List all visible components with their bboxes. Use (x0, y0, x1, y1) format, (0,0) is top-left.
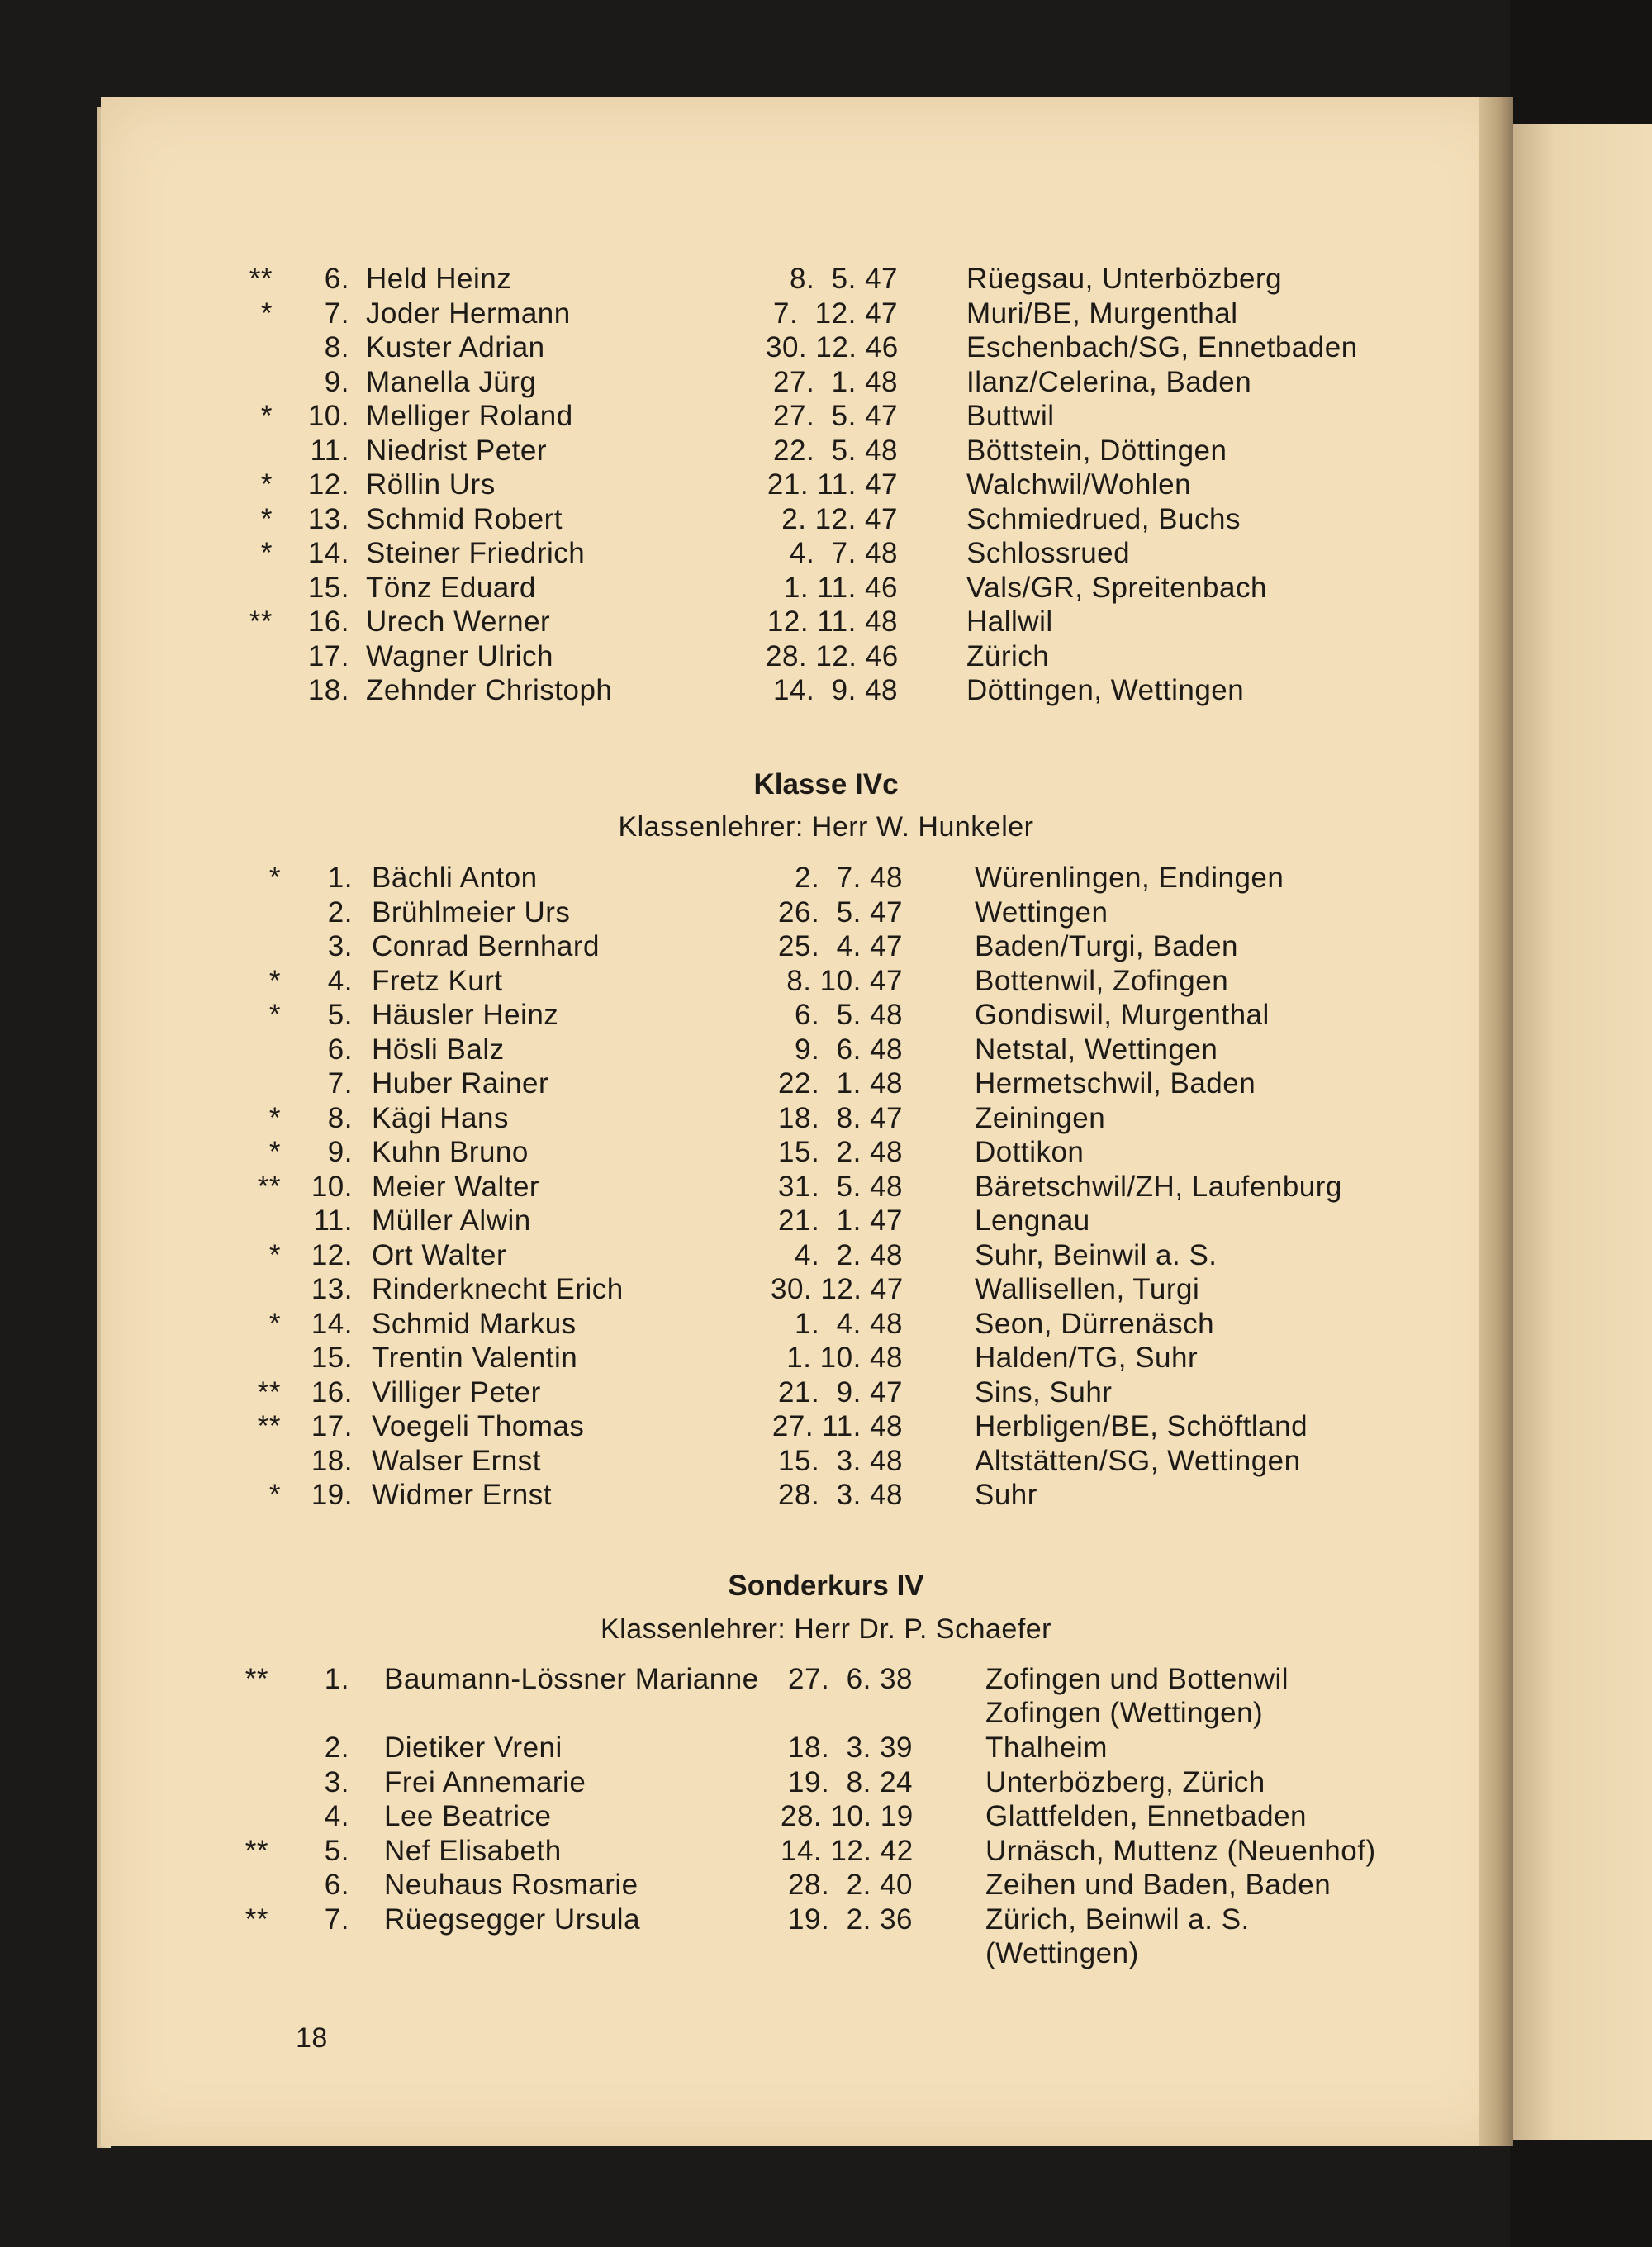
rank-marker: ** (257, 1375, 281, 1409)
home-town: Baden/Turgi, Baden (975, 930, 1239, 962)
home-town: Ilanz/Celerina, Baden (966, 365, 1252, 398)
home-town: Lengnau (975, 1204, 1090, 1237)
birth-date: 8. 5. 47 (790, 263, 898, 295)
list-item (0, 1033, 1652, 1068)
home-town: Dottikon (975, 1136, 1085, 1168)
list-item (0, 1376, 1652, 1411)
birth-date: 27. 1. 48 (773, 365, 898, 398)
student-name: Meier Walter (372, 1170, 540, 1203)
student-name: Trentin Valentin (372, 1342, 578, 1374)
list-item (0, 965, 1652, 1000)
birth-date: 27. 11. 48 (771, 1410, 903, 1442)
row-number: 18. (311, 1444, 353, 1477)
home-town: Glattfelden, Ennetbaden (985, 1800, 1308, 1832)
rank-marker: * (268, 1101, 281, 1134)
row-number: 15. (311, 1342, 353, 1374)
student-name: Dietiker Vreni (384, 1732, 563, 1764)
course-title: Sonderkurs IV (728, 1570, 924, 1602)
row-number: 6. (324, 1869, 349, 1901)
row-number: 13. (307, 502, 349, 535)
student-name: Joder Hermann (366, 297, 571, 330)
birth-date: 15. 2. 48 (778, 1136, 903, 1168)
birth-date: 7. 12. 47 (773, 297, 898, 330)
student-name: Melliger Roland (366, 400, 573, 432)
list-item (0, 1445, 1652, 1480)
home-town: Suhr, Beinwil a. S. (975, 1238, 1218, 1271)
student-name: Wagner Ulrich (366, 639, 553, 672)
student-name: Baumann-Lössner Marianne (384, 1663, 759, 1695)
home-town: Zeiningen (975, 1101, 1106, 1134)
birth-date: 21. 9. 47 (778, 1375, 903, 1409)
student-name: Voegeli Thomas (372, 1410, 585, 1442)
list-item (0, 435, 1652, 469)
home-town: Netstal, Wettingen (975, 1033, 1218, 1066)
row-number: 3. (324, 1765, 349, 1798)
birth-date: 8. 10. 47 (786, 964, 903, 997)
row-number: 5. (324, 1834, 349, 1867)
rank-marker: * (260, 297, 273, 330)
rank-marker: * (260, 468, 273, 501)
birth-date: 21. 1. 47 (778, 1204, 903, 1237)
list-item (0, 1239, 1652, 1274)
student-name: Villiger Peter (372, 1375, 541, 1409)
row-number: 16. (311, 1375, 353, 1409)
row-number: 10. (307, 400, 349, 432)
student-name: Tönz Eduard (366, 571, 536, 604)
rank-marker: * (268, 1307, 281, 1340)
student-name: Kuhn Bruno (372, 1136, 529, 1168)
list-item (0, 537, 1652, 572)
home-town: Zürich, Beinwil a. S. (985, 1903, 1250, 1936)
home-town: Urnäsch, Muttenz (Neuenhof) (985, 1834, 1376, 1867)
row-number: 2. (324, 1732, 349, 1764)
birth-date: 4. 2. 48 (795, 1238, 903, 1271)
birth-date: 28. 2. 40 (788, 1869, 913, 1901)
student-name: Neuhaus Rosmarie (384, 1869, 638, 1901)
rank-marker: ** (249, 263, 273, 295)
student-name: Rüegsegger Ursula (384, 1903, 641, 1936)
birth-date: 1. 10. 48 (786, 1342, 903, 1374)
home-town: Eschenbach/SG, Ennetbaden (966, 331, 1358, 363)
list-item (0, 999, 1652, 1033)
birth-date: 22. 5. 48 (773, 434, 898, 467)
birth-date: 9. 6. 48 (795, 1033, 903, 1066)
list-item (0, 1308, 1652, 1342)
row-number: 15. (307, 571, 349, 604)
list-item (0, 1204, 1652, 1239)
row-number: 7. (327, 1067, 353, 1100)
list-item (0, 862, 1652, 896)
rank-marker: * (260, 502, 273, 535)
row-number: 5. (327, 999, 353, 1031)
student-name: Kägi Hans (372, 1101, 509, 1134)
home-town: Zofingen und Bottenwil (985, 1663, 1289, 1695)
student-name: Walser Ernst (372, 1444, 542, 1477)
row-number: 13. (311, 1273, 353, 1305)
home-town: Suhr (975, 1479, 1037, 1511)
birth-date: 30. 12. 47 (771, 1273, 904, 1305)
list-item (0, 1800, 1652, 1835)
home-town: Muri/BE, Murgenthal (966, 297, 1238, 330)
home-town: Rüegsau, Unterbözberg (966, 263, 1283, 295)
student-name: Bächli Anton (372, 862, 538, 894)
home-town: Vals/GR, Spreitenbach (966, 571, 1267, 604)
home-town: Döttingen, Wettingen (966, 674, 1245, 706)
student-name: Fretz Kurt (372, 964, 503, 997)
list-item (0, 1663, 1652, 1729)
birth-date: 25. 4. 47 (778, 930, 903, 962)
home-town: Böttstein, Döttingen (966, 434, 1227, 467)
student-name: Held Heinz (366, 263, 512, 295)
list-item (0, 1732, 1652, 1766)
student-name: Zehnder Christoph (366, 674, 613, 706)
home-town: Zürich (966, 639, 1050, 672)
birth-date: 27. 5. 47 (773, 400, 898, 432)
class-teacher: Klassenlehrer: Herr W. Hunkeler (618, 811, 1034, 843)
student-name: Ort Walter (372, 1238, 507, 1271)
home-town: Buttwil (966, 400, 1055, 432)
student-name: Niedrist Peter (366, 434, 548, 467)
student-name: Conrad Bernhard (372, 930, 600, 962)
home-town: Wallisellen, Turgi (975, 1273, 1200, 1305)
birth-date: 31. 5. 48 (778, 1170, 903, 1203)
home-town: Hallwil (966, 606, 1053, 638)
rank-marker: * (260, 400, 273, 432)
class-title: Klasse IVc (753, 768, 899, 800)
row-number: 16. (307, 606, 349, 638)
birth-date: 1. 4. 48 (795, 1307, 903, 1340)
rank-marker: ** (244, 1663, 268, 1695)
birth-date: 1. 11. 46 (783, 571, 898, 604)
rank-marker: * (268, 862, 281, 894)
row-number: 1. (324, 1663, 349, 1695)
row-number: 8. (324, 331, 349, 363)
rank-marker: ** (244, 1834, 268, 1867)
row-number: 6. (324, 263, 349, 295)
student-name: Nef Elisabeth (384, 1834, 562, 1867)
row-number: 14. (311, 1307, 353, 1340)
birth-date: 14. 9. 48 (773, 674, 898, 706)
list-item (0, 1766, 1652, 1801)
row-number: 7. (324, 1903, 349, 1936)
list-item (0, 674, 1652, 709)
birth-date: 26. 5. 47 (778, 895, 903, 929)
course-teacher: Klassenlehrer: Herr Dr. P. Schaefer (601, 1613, 1051, 1645)
home-town: Thalheim (985, 1732, 1108, 1764)
list-item (0, 297, 1652, 332)
home-town: Unterbözberg, Zürich (985, 1765, 1265, 1798)
student-name: Kuster Adrian (366, 331, 545, 363)
row-number: 17. (311, 1410, 353, 1442)
list-item (0, 606, 1652, 640)
row-number: 11. (313, 1204, 353, 1237)
list-item (0, 1835, 1652, 1869)
birth-date: 12. 11. 48 (767, 606, 898, 638)
student-name: Rinderknecht Erich (372, 1273, 624, 1305)
student-name: Schmid Markus (372, 1307, 577, 1340)
row-number: 4. (324, 1800, 349, 1832)
row-number: 11. (310, 434, 349, 467)
home-town: Zeihen und Baden, Baden (985, 1869, 1332, 1901)
birth-date: 28. 10. 19 (781, 1800, 914, 1832)
row-number: 18. (307, 674, 349, 706)
home-town-continued: Zofingen (Wettingen) (985, 1697, 1264, 1729)
row-number: 14. (307, 537, 349, 569)
list-item (0, 1342, 1652, 1376)
home-town: Schlossrued (966, 537, 1131, 569)
list-item (0, 1479, 1652, 1513)
list-item (0, 896, 1652, 931)
birth-date: 2. 12. 47 (781, 502, 898, 535)
list-item (0, 1171, 1652, 1205)
birth-date: 27. 6. 38 (788, 1663, 913, 1695)
row-number: 12. (307, 468, 349, 501)
home-town: Bäretschwil/ZH, Laufenburg (975, 1170, 1342, 1203)
row-number: 1. (327, 862, 353, 894)
rank-marker: * (268, 1238, 281, 1271)
row-number: 9. (327, 1136, 353, 1168)
list-item (0, 331, 1652, 366)
list-item (0, 1410, 1652, 1445)
home-town: Bottenwil, Zofingen (975, 964, 1229, 997)
student-name: Manella Jürg (366, 365, 537, 398)
home-town: Sins, Suhr (975, 1375, 1113, 1409)
student-name: Schmid Robert (366, 502, 563, 535)
student-name: Urech Werner (366, 606, 551, 638)
row-number: 9. (324, 365, 349, 398)
row-number: 3. (327, 930, 353, 962)
row-number: 4. (327, 964, 353, 997)
list-item (0, 366, 1652, 401)
home-town: Seon, Dürrenäsch (975, 1307, 1215, 1340)
rank-marker: * (268, 964, 281, 997)
list-item (0, 1067, 1652, 1102)
birth-date: 2. 7. 48 (795, 862, 903, 894)
rank-marker: * (268, 1479, 281, 1511)
home-town: Gondiswil, Murgenthal (975, 999, 1270, 1031)
rank-marker: ** (257, 1170, 281, 1203)
student-name: Frei Annemarie (384, 1765, 586, 1798)
list-item (0, 503, 1652, 538)
home-town: Herbligen/BE, Schöftland (975, 1410, 1308, 1442)
student-name: Widmer Ernst (372, 1479, 552, 1511)
student-name: Steiner Friedrich (366, 537, 586, 569)
home-town: Walchwil/Wohlen (966, 468, 1192, 501)
home-town-continued: (Wettingen) (985, 1936, 1139, 1969)
student-name: Röllin Urs (366, 468, 496, 501)
home-town: Würenlingen, Endingen (975, 862, 1284, 894)
student-name: Hösli Balz (372, 1033, 505, 1066)
row-number: 7. (324, 297, 349, 330)
list-item (0, 1869, 1652, 1903)
list-item (0, 1273, 1652, 1308)
birth-date: 18. 3. 39 (788, 1732, 913, 1764)
student-name: Müller Alwin (372, 1204, 531, 1237)
row-number: 8. (327, 1101, 353, 1134)
row-number: 2. (327, 895, 353, 929)
rank-marker: ** (244, 1903, 268, 1936)
list-item (0, 400, 1652, 435)
row-number: 19. (311, 1479, 353, 1511)
list-item (0, 572, 1652, 606)
list-item (0, 1903, 1652, 1969)
birth-date: 28. 12. 46 (766, 639, 899, 672)
birth-date: 19. 2. 36 (788, 1903, 913, 1936)
student-name: Huber Rainer (372, 1067, 549, 1100)
list-item (0, 263, 1652, 297)
home-town: Halden/TG, Suhr (975, 1342, 1199, 1374)
list-item (0, 468, 1652, 503)
birth-date: 30. 12. 46 (766, 331, 899, 363)
list-item (0, 640, 1652, 675)
list-item (0, 930, 1652, 965)
birth-date: 6. 5. 48 (795, 999, 903, 1031)
birth-date: 4. 7. 48 (790, 537, 898, 569)
home-town: Wettingen (975, 895, 1108, 929)
student-name: Lee Beatrice (384, 1800, 552, 1832)
row-number: 10. (311, 1170, 353, 1203)
birth-date: 22. 1. 48 (778, 1067, 903, 1100)
rank-marker: * (268, 1136, 281, 1168)
page-number: 18 (296, 2022, 328, 2054)
birth-date: 19. 8. 24 (788, 1765, 913, 1798)
list-item (0, 1102, 1652, 1137)
birth-date: 14. 12. 42 (781, 1834, 914, 1867)
rank-marker: * (268, 999, 281, 1031)
row-number: 6. (327, 1033, 353, 1066)
row-number: 12. (311, 1238, 353, 1271)
birth-date: 21. 11. 47 (767, 468, 898, 501)
list-item (0, 1136, 1652, 1171)
birth-date: 28. 3. 48 (778, 1479, 903, 1511)
birth-date: 18. 8. 47 (778, 1101, 903, 1134)
student-name: Brühlmeier Urs (372, 895, 571, 929)
rank-marker: ** (249, 606, 273, 638)
birth-date: 15. 3. 48 (778, 1444, 903, 1477)
student-name: Häusler Heinz (372, 999, 559, 1031)
row-number: 17. (307, 639, 349, 672)
home-town: Altstätten/SG, Wettingen (975, 1444, 1301, 1477)
rank-marker: ** (257, 1410, 281, 1442)
home-town: Schmiedrued, Buchs (966, 502, 1241, 535)
rank-marker: * (260, 537, 273, 569)
home-town: Hermetschwil, Baden (975, 1067, 1256, 1100)
